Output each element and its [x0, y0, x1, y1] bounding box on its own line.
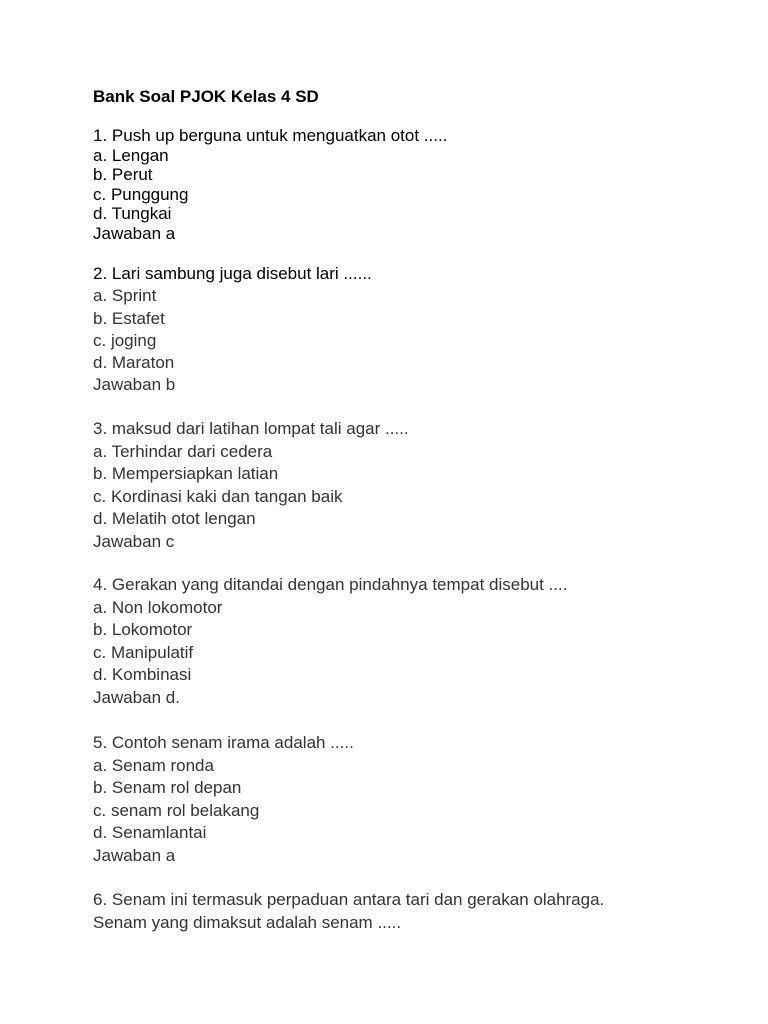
question-stem-line-1: 6. Senam ini termasuk perpaduan antara tari dan gerakan olahraga.: [93, 890, 605, 909]
option-a: a. Non lokomotor: [93, 597, 223, 617]
option-c: c. Manipulatif: [93, 642, 194, 662]
option-a: a. Lengan: [93, 145, 169, 165]
option-b: b. Estafet: [93, 308, 165, 328]
question-1: [93, 126, 447, 244]
question-2: [93, 263, 372, 397]
option-c: c. joging: [93, 330, 157, 350]
option-b: b. Mempersiapkan latian: [93, 464, 279, 483]
option-d: d. Tungkai: [93, 204, 172, 224]
question-stem-line-2: Senam yang dimaksut adalah senam .....: [93, 912, 402, 932]
option-d: d. Melatih otot lengan: [93, 509, 256, 528]
option-b: b. Lokomotor: [93, 620, 193, 639]
question-3: [93, 418, 409, 553]
answer-key: Jawaban c: [93, 531, 175, 551]
question-stem: 3. maksud dari latihan lompat tali agar .....: [93, 419, 409, 438]
question-stem: 2. Lari sambung juga disebut lari ......: [93, 264, 372, 283]
option-a: a. Senam ronda: [93, 755, 214, 775]
question-6: [93, 889, 604, 934]
option-c: c. senam rol belakang: [93, 800, 260, 820]
answer-key: Jawaban b: [93, 375, 176, 395]
option-c: c. Punggung: [93, 184, 189, 204]
answer-key: Jawaban a: [93, 223, 176, 243]
question-5: [93, 732, 354, 867]
option-a: a. Sprint: [93, 286, 157, 306]
question-4: [93, 574, 567, 709]
option-d: d. Senamlantai: [93, 823, 207, 842]
answer-key: Jawaban d.: [93, 687, 180, 707]
question-stem: 1. Push up berguna untuk menguatkan otot .....: [93, 126, 448, 145]
question-stem: 5. Contoh senam irama adalah .....: [93, 733, 354, 752]
option-d: d. Kombinasi: [93, 665, 192, 684]
question-stem: 4. Gerakan yang ditandai dengan pindahnya tempat disebut ....: [93, 575, 568, 594]
option-d: d. Maraton: [93, 353, 175, 373]
option-b: b. Perut: [93, 165, 153, 185]
option-a: a. Terhindar dari cedera: [93, 441, 273, 461]
option-c: c. Kordinasi kaki dan tangan baik: [93, 486, 343, 506]
option-b: b. Senam rol depan: [93, 778, 242, 797]
page-title: Bank Soal PJOK Kelas 4 SD: [93, 87, 319, 106]
answer-key: Jawaban a: [93, 845, 176, 865]
